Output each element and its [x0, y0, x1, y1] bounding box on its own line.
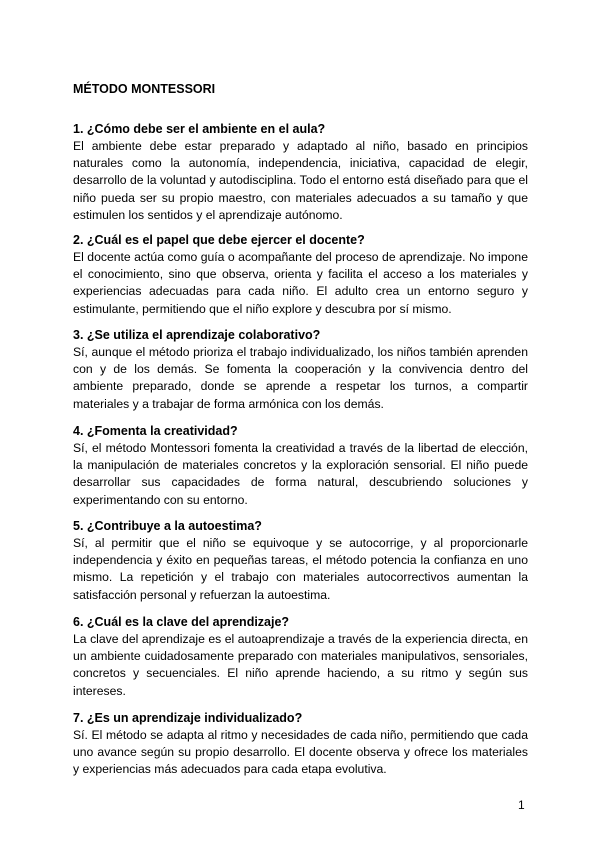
section-heading: 3. ¿Se utiliza el aprendizaje colaborativo?	[73, 328, 321, 342]
section-6	[73, 614, 528, 700]
section-body: El ambiente debe estar preparado y adaptado al niño, basado en principios naturales como la autonomía, independencia, iniciativa, capacidad de elegir, desarrollo de la voluntad y autodisciplina. Todo el entorno está diseñado para que el niño pueda ser su propio maestro, con materiales adecuados a su tamaño y que estimulen los sentidos y el aprendizaje autónomo.	[73, 139, 528, 222]
section-body: El docente actúa como guía o acompañante del proceso de aprendizaje. No impone el conocimiento, sino que observa, orienta y facilita el acceso a los materiales y experiencias adecuadas para cada niño. El adulto crea un entorno seguro y estimulante, permitiendo que el niño explore y descubra por sí mismo.	[73, 250, 528, 316]
section-heading: 7. ¿Es un aprendizaje individualizado?	[73, 711, 303, 725]
section-4	[73, 423, 528, 509]
section-heading: 6. ¿Cuál es la clave del aprendizaje?	[73, 615, 290, 629]
section-3	[73, 327, 528, 413]
section-heading: 5. ¿Contribuye a la autoestima?	[73, 519, 262, 533]
section-heading: 1. ¿Cómo debe ser el ambiente en el aula?	[73, 122, 326, 136]
section-7	[73, 710, 528, 779]
section-body: Sí. El método se adapta al ritmo y necesidades de cada niño, permitiendo que cada uno avance según su propio desarrollo. El docente observa y ofrece los materiales y experiencias más adecuados para cada etapa evolutiva.	[73, 728, 528, 777]
document-title: MÉTODO MONTESSORI	[73, 82, 216, 96]
page-number: 1	[518, 798, 525, 812]
section-body: Sí, al permitir que el niño se equivoque y se autocorrige, y al proporcionarle independencia y éxito en pequeñas tareas, el método potencia la confianza en uno mismo. La repetición y el trabajo con materiales autocorrectivos aumentan la satisfacción personal y refuerzan la autoestima.	[73, 536, 528, 602]
section-body: Sí, el método Montessori fomenta la creatividad a través de la libertad de elección, la manipulación de materiales concretos y la exploración sensorial. El niño puede desarrollar sus capacidades de forma natural, descubriendo soluciones y experimentando con su entorno.	[73, 441, 528, 507]
section-2	[73, 232, 528, 318]
section-1	[73, 121, 528, 224]
section-heading: 4. ¿Fomenta la creatividad?	[73, 424, 238, 438]
section-heading: 2. ¿Cuál es el papel que debe ejercer el docente?	[73, 233, 365, 247]
section-5	[73, 518, 528, 604]
section-body: La clave del aprendizaje es el autoaprendizaje a través de la experiencia directa, en un ambiente cuidadosamente preparado con materiales manipulativos, sensoriales, concretos y secuenciales. El niño aprende haciendo, a su ritmo y según sus intereses.	[73, 632, 528, 698]
section-body: Sí, aunque el método prioriza el trabajo individualizado, los niños también aprenden con y de los demás. Se fomenta la cooperación y la convivencia dentro del ambiente preparado, donde se aprende a respetar los turnos, a compartir materiales y a trabajar de forma armónica con los demás.	[73, 345, 528, 411]
